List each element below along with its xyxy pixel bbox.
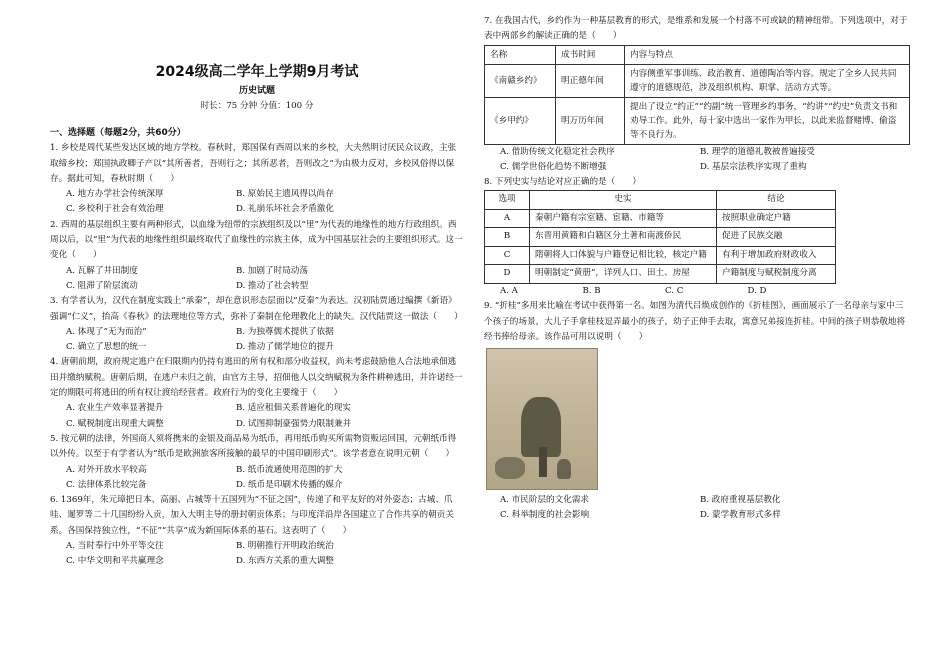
option-d[interactable]: D. D xyxy=(747,285,767,296)
question-options xyxy=(50,264,464,295)
question-stem: 2. 西周的基层组织主要有两种形式，以血缘为纽带的宗族组织及以“里”为代表的地缘性的地方行政组织。西周以后，以“里”为代表的地缘性组织最终取代了血缘性的宗族主体，成为中国基层社会的主要组织形式。这一变化（ ） xyxy=(50,219,463,261)
table-cell: 《乡甲约》 xyxy=(485,97,556,144)
table-header-cell: 名称 xyxy=(485,45,556,64)
question-1 xyxy=(50,141,464,217)
table-row xyxy=(485,265,836,284)
question-4 xyxy=(50,355,464,431)
question-stem: 7. 在我国古代，乡约作为一种基层教育的形式，是维系和发展一个村落不可或缺的精神纽带。下列选项中，对于表中两部乡约解读正确的是（ ） xyxy=(484,16,908,42)
table-header-cell: 内容与特点 xyxy=(625,45,910,64)
table-cell: 提出了设立“约正”“约副”统一管理乡约事务，“约讲”“约史”负责文书和劝导工作。此外，每十家中选出一家作为甲长，以此来监督赌博、偷盗等不良行为。 xyxy=(625,97,910,144)
option-c[interactable]: C. 中华文明和平共赢理念 xyxy=(66,556,164,567)
option-c[interactable]: C. 科举制度的社会影响 xyxy=(500,510,590,521)
option-c[interactable]: C. C xyxy=(665,285,684,296)
q7-table xyxy=(484,45,910,145)
table-header-cell: 结论 xyxy=(717,191,836,210)
q8-table xyxy=(484,190,836,284)
question-7 xyxy=(484,14,910,175)
question-stem: 8. 下列史实与结论对应正确的是（ ） xyxy=(484,177,642,188)
question-options xyxy=(50,539,464,570)
option-b[interactable]: B. 理学的道德礼教被普遍接受 xyxy=(700,146,815,157)
option-a[interactable]: A. 地方办学社会传统深厚 xyxy=(66,189,164,200)
option-a[interactable]: A. A xyxy=(500,285,518,296)
question-stem: 1. 乡校是周代某些发达区域的地方学校。春秋时，郑国保有西周以来的乡校，大夫然明讨厌民众议政，主张取缔乡校；郑国执政卿子产以“其所善者，吾则行之；其所恶者，吾则改之”为由极力反对，乡校风俗得以保存。据此可知，春秋时期（ ） xyxy=(50,143,457,184)
option-c[interactable]: C. 阻滞了阶层流动 xyxy=(66,280,138,291)
table-cell: 按照职业确定户籍 xyxy=(717,209,836,228)
option-c[interactable]: C. 赋税制度出现重大调整 xyxy=(66,418,164,429)
question-stem: 6. 1369年，朱元璋把日本、高丽、占城等十五国列为“不征之国”，传递了和平友好的对外姿态；古城、爪哇、暹罗等二十几国纷纷入贡，加入大明主导的册封朝贡体系；与印度洋沿岸各国建立了合作共享的朝贡关系。各国保持独立性，“不征”“共享”成为新国际体系的基石。这表明了（ ） xyxy=(50,495,454,536)
table-row xyxy=(485,246,836,265)
table-cell: B xyxy=(485,228,530,247)
painting-image xyxy=(486,348,598,490)
question-2 xyxy=(50,218,464,294)
option-d[interactable]: D. 推动了社会转型 xyxy=(236,280,309,291)
option-c[interactable]: C. 法律体系比较完备 xyxy=(66,479,147,490)
table-row xyxy=(485,97,910,144)
question-options xyxy=(484,493,910,524)
table-cell: 明朝制定“黄册”，详列人口、田土、房屋 xyxy=(530,265,717,284)
table-header-row xyxy=(485,191,836,210)
option-c[interactable]: C. 儒学世俗化趋势不断增强 xyxy=(500,161,607,172)
question-5 xyxy=(50,432,464,493)
table-cell: 秦朝户籍有宗室籍、宦籍、市籍等 xyxy=(530,209,717,228)
option-b[interactable]: B. 原始民主遗风得以尚存 xyxy=(236,189,334,200)
option-c[interactable]: C. 乡校利于社会有效治理 xyxy=(66,204,164,215)
table-cell: D xyxy=(485,265,530,284)
option-d[interactable]: D. 试图抑制豪强势力限制兼并 xyxy=(236,418,352,429)
rock-shape xyxy=(495,457,525,479)
table-cell: 户籍制度与赋税制度分离 xyxy=(717,265,836,284)
table-header-row xyxy=(485,45,910,64)
figure-shape xyxy=(557,459,571,479)
table-cell: 明万历年间 xyxy=(556,97,625,144)
question-6 xyxy=(50,493,464,569)
question-stem: 9. “折桂”多用来比喻在考试中获得第一名。如图为清代吕焕成创作的《折桂图》，画面展示了一名母亲与家中三个孩子的场景，大儿子手拿桂枝逗弄最小的孩子，幼子正伸手去取，寓意兄弟接连折桂。中间的孩子则恭敬地将经书捧给母亲。该作品可用以说明（ ） xyxy=(484,301,906,342)
table-cell: 内容侧重军事训练、政治教育、道德陶冶等内容。规定了全乡人民共同遵守的道德规范，涉及组织机构、职掌、活动方式等。 xyxy=(625,64,910,97)
option-d[interactable]: D. 礼崩乐坏社会矛盾激化 xyxy=(236,204,334,215)
exam-title: 2024级高二学年上学期9月考试 xyxy=(155,64,359,80)
question-options xyxy=(484,145,910,176)
option-b[interactable]: B. 加剧了时局动荡 xyxy=(236,265,308,276)
exam-subject: 历史试题 xyxy=(238,86,275,96)
question-9 xyxy=(484,299,910,523)
option-d[interactable]: D. 纸币是印刷术传播的媒介 xyxy=(236,479,343,490)
option-d[interactable]: D. 东西方关系的重大调整 xyxy=(236,556,334,567)
option-b[interactable]: B. B xyxy=(582,285,601,296)
table-header-cell: 成书时间 xyxy=(556,45,625,64)
option-c[interactable]: C. 确立了思想的统一 xyxy=(66,342,147,353)
question-stem: 4. 唐朝前期，政府规定逃户在归限期内仍持有逃田的所有权和部分收益权，尚未考虑鼓励他人合法地承佃逃田并缴纳赋税。唐朝后期，在逃户未归之前，由官方主导，招佃他人以交纳赋税为条件耕种逃田，并许诺经一定的期限可将逃田的所有权让渡给经营者。政府行为的变化主要缘于（ ） xyxy=(50,357,463,399)
question-options xyxy=(50,187,464,218)
option-d[interactable]: D. 基层宗法秩序实现了重构 xyxy=(700,161,807,172)
table-header-cell: 史实 xyxy=(530,191,717,210)
question-options xyxy=(50,463,464,494)
table-cell: 明正德年间 xyxy=(556,64,625,97)
option-a[interactable]: A. 市民阶层的文化需求 xyxy=(500,495,590,506)
option-a[interactable]: A. 农业生产效率显著提升 xyxy=(66,403,164,414)
option-a[interactable]: A. 对外开放水平较高 xyxy=(66,464,147,475)
table-cell: C xyxy=(485,246,530,265)
option-a[interactable]: A. 瓦解了井田制度 xyxy=(66,265,138,276)
question-options xyxy=(484,284,830,299)
tree-trunk-shape xyxy=(539,447,547,477)
table-cell: 促进了民族交融 xyxy=(717,228,836,247)
question-options xyxy=(50,325,464,356)
question-options xyxy=(50,401,464,432)
table-cell: 《南赣乡约》 xyxy=(485,64,556,97)
table-header-cell: 选项 xyxy=(485,191,530,210)
option-b[interactable]: B. 政府重视基层教化 xyxy=(700,495,781,506)
option-d[interactable]: D. 蒙学教育形式多样 xyxy=(700,510,781,521)
question-8 xyxy=(484,175,910,299)
option-b[interactable]: B. 纸币流通使用范围的扩大 xyxy=(236,464,343,475)
table-cell: 东晋用黄籍和白籍区分土著和南渡侨民 xyxy=(530,228,717,247)
question-stem: 5. 按元朝的法律，外国商人须将携来的金银及商品易为纸币，再用纸币购买所需物资贩运回国，元朝纸币得以外传。以至于有学者认为“纸币是欧洲旅客所接触的最早的中国印刷形式”。该学者意在说明元朝（ ） xyxy=(50,433,457,460)
left-column xyxy=(50,0,464,570)
option-b[interactable]: B. 适应租佃关系普遍化的现实 xyxy=(236,403,351,414)
exam-meta: 时长：75 分钟 分值：100 分 xyxy=(200,101,314,111)
option-d[interactable]: D. 推动了儒学地位的提升 xyxy=(236,342,334,353)
table-cell: 隋朝将人口体貌与户籍登记相比较，核定户籍 xyxy=(530,246,717,265)
right-column xyxy=(484,0,910,524)
option-b[interactable]: B. 明朝推行开明政治统治 xyxy=(236,541,334,552)
option-a[interactable]: A. 借助传统文化稳定社会秩序 xyxy=(500,146,615,157)
option-a[interactable]: A. 体现了“无为而治” xyxy=(66,326,147,337)
table-row xyxy=(485,228,836,247)
table-row xyxy=(485,209,836,228)
question-3 xyxy=(50,294,464,355)
option-a[interactable]: A. 当时奉行中外平等交往 xyxy=(66,541,164,552)
section-heading: 一、选择题（每题2分，共60分） xyxy=(50,128,186,138)
table-cell: 有利于增加政府财政收入 xyxy=(717,246,836,265)
table-cell: A xyxy=(485,209,530,228)
table-row xyxy=(485,64,910,97)
question-stem: 3. 有学者认为，汉代在制度实践上“承秦”，却在意识形态层面以“反秦”为表达。汉初陆贾通过编撰《新语》强调“仁义”，抬高《春秋》的法理地位等方式，弥补了秦制在伦理教化上的缺失。汉代陆贾这一做法（ ） xyxy=(50,296,463,322)
option-b[interactable]: B. 为独尊儒术提供了依据 xyxy=(236,326,334,337)
